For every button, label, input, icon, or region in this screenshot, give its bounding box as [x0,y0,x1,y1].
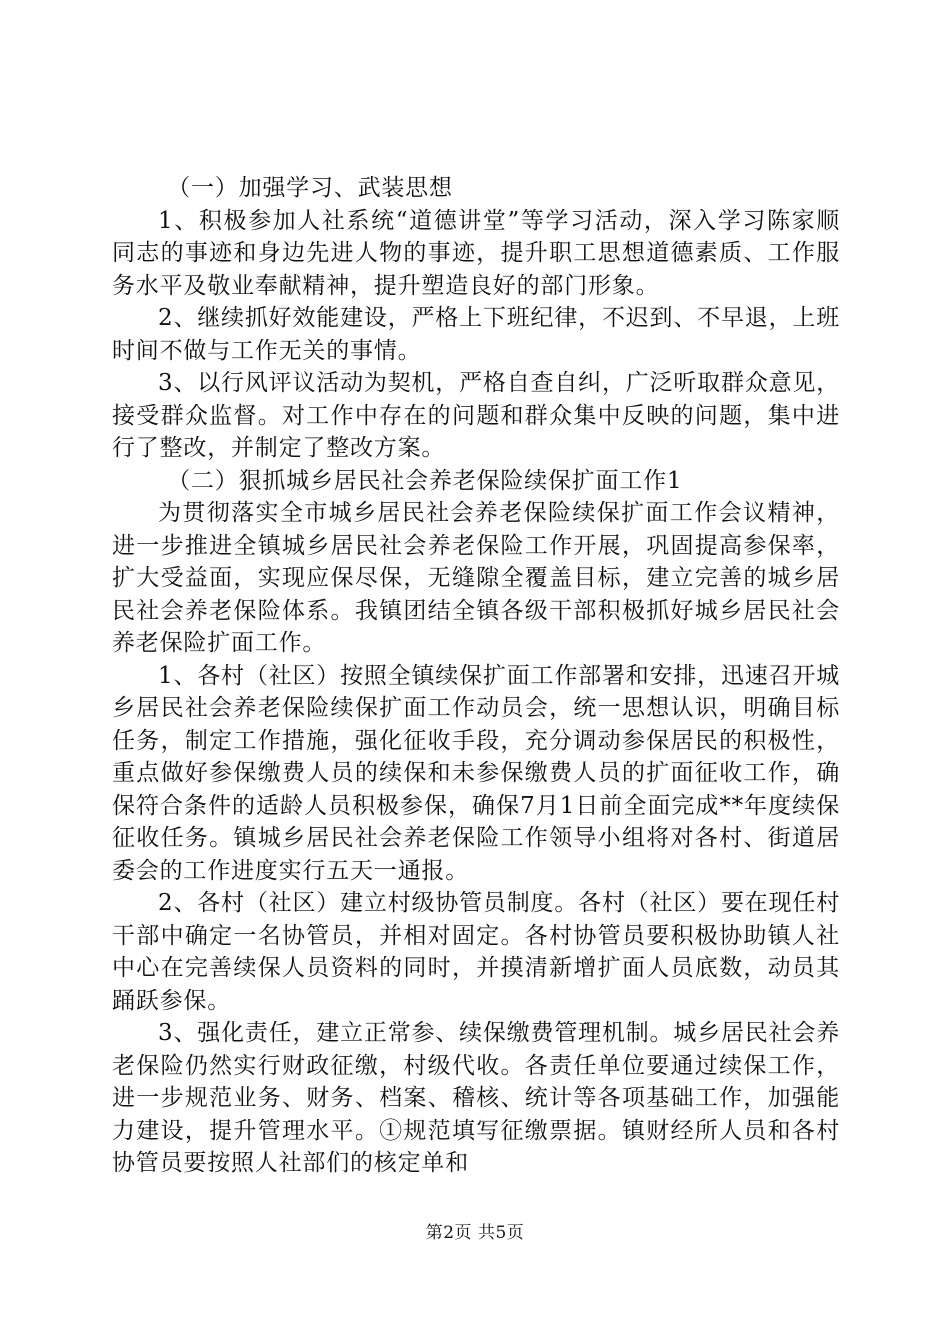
section-heading-1: （一）加强学习、武装思想 [167,175,453,201]
paragraph: 2、继续抓好效能建设，严格上下班纪律，不迟到、不早退，上班时间不做与工作无关的事情。 [112,305,840,364]
paragraph: 为贯彻落实全市城乡居民社会养老保险续保扩面工作会议精神，进一步推进全镇城乡居民社会养老保险工作开展，巩固提高参保率，扩大受益面，实现应保尽保，无缝隙全覆盖目标，建立完善的城乡居民社会养老保险体系。我镇团结全镇各级干部积极抓好城乡居民社会养老保险扩面工作。 [112,500,840,656]
section-heading-2: （二）狠抓城乡居民社会养老保险续保扩面工作1 [167,467,683,494]
page-number-footer: 第2页 共5页 [425,1223,525,1243]
document-body [112,172,840,1180]
paragraph: 1、各村（社区）按照全镇续保扩面工作部署和安排，迅速召开城乡居民社会养老保险续保扩面工作动员会，统一思想认识，明确目标任务，制定工作措施，强化征收手段，充分调动参保居民的积极性，重点做好参保缴费人员的续保和未参保缴费人员的扩面征收工作，确保符合条件的适龄人员积极参保，确保7月1日前全面完成**年度续保征收任务。镇城乡居民社会养老保险工作领导小组将对各村、街道居委会的工作进度实行五天一通报。 [112,662,840,884]
paragraph: 2、各村（社区）建立村级协管员制度。各村（社区）要在现任村干部中确定一名协管员，并相对固定。各村协管员要积极协助镇人社中心在完善续保人员资料的同时，并摸清新增扩面人员底数，动员其踊跃参保。 [112,890,840,1014]
paragraph: 3、以行风评议活动为契机，严格自查自纠，广泛听取群众意见，接受群众监督。对工作中存在的问题和群众集中反映的问题，集中进行了整改，并制定了整改方案。 [112,370,840,461]
paragraph: 1、积极参加人社系统“道德讲堂”等学习活动，深入学习陈家顺同志的事迹和身边先进人物的事迹，提升职工思想道德素质、工作服务水平及敬业奉献精神，提升塑造良好的部门形象。 [112,207,840,299]
paragraph: 3、强化责任，建立正常参、续保缴费管理机制。城乡居民社会养老保险仍然实行财政征缴，村级代收。各责任单位要通过续保工作，进一步规范业务、财务、档案、稽核、统计等各项基础工作，加强能力建设，提升管理水平。①规范填写征缴票据。镇财经所人员和各村协管员要按照人社部们的核定单和 [112,1020,840,1176]
